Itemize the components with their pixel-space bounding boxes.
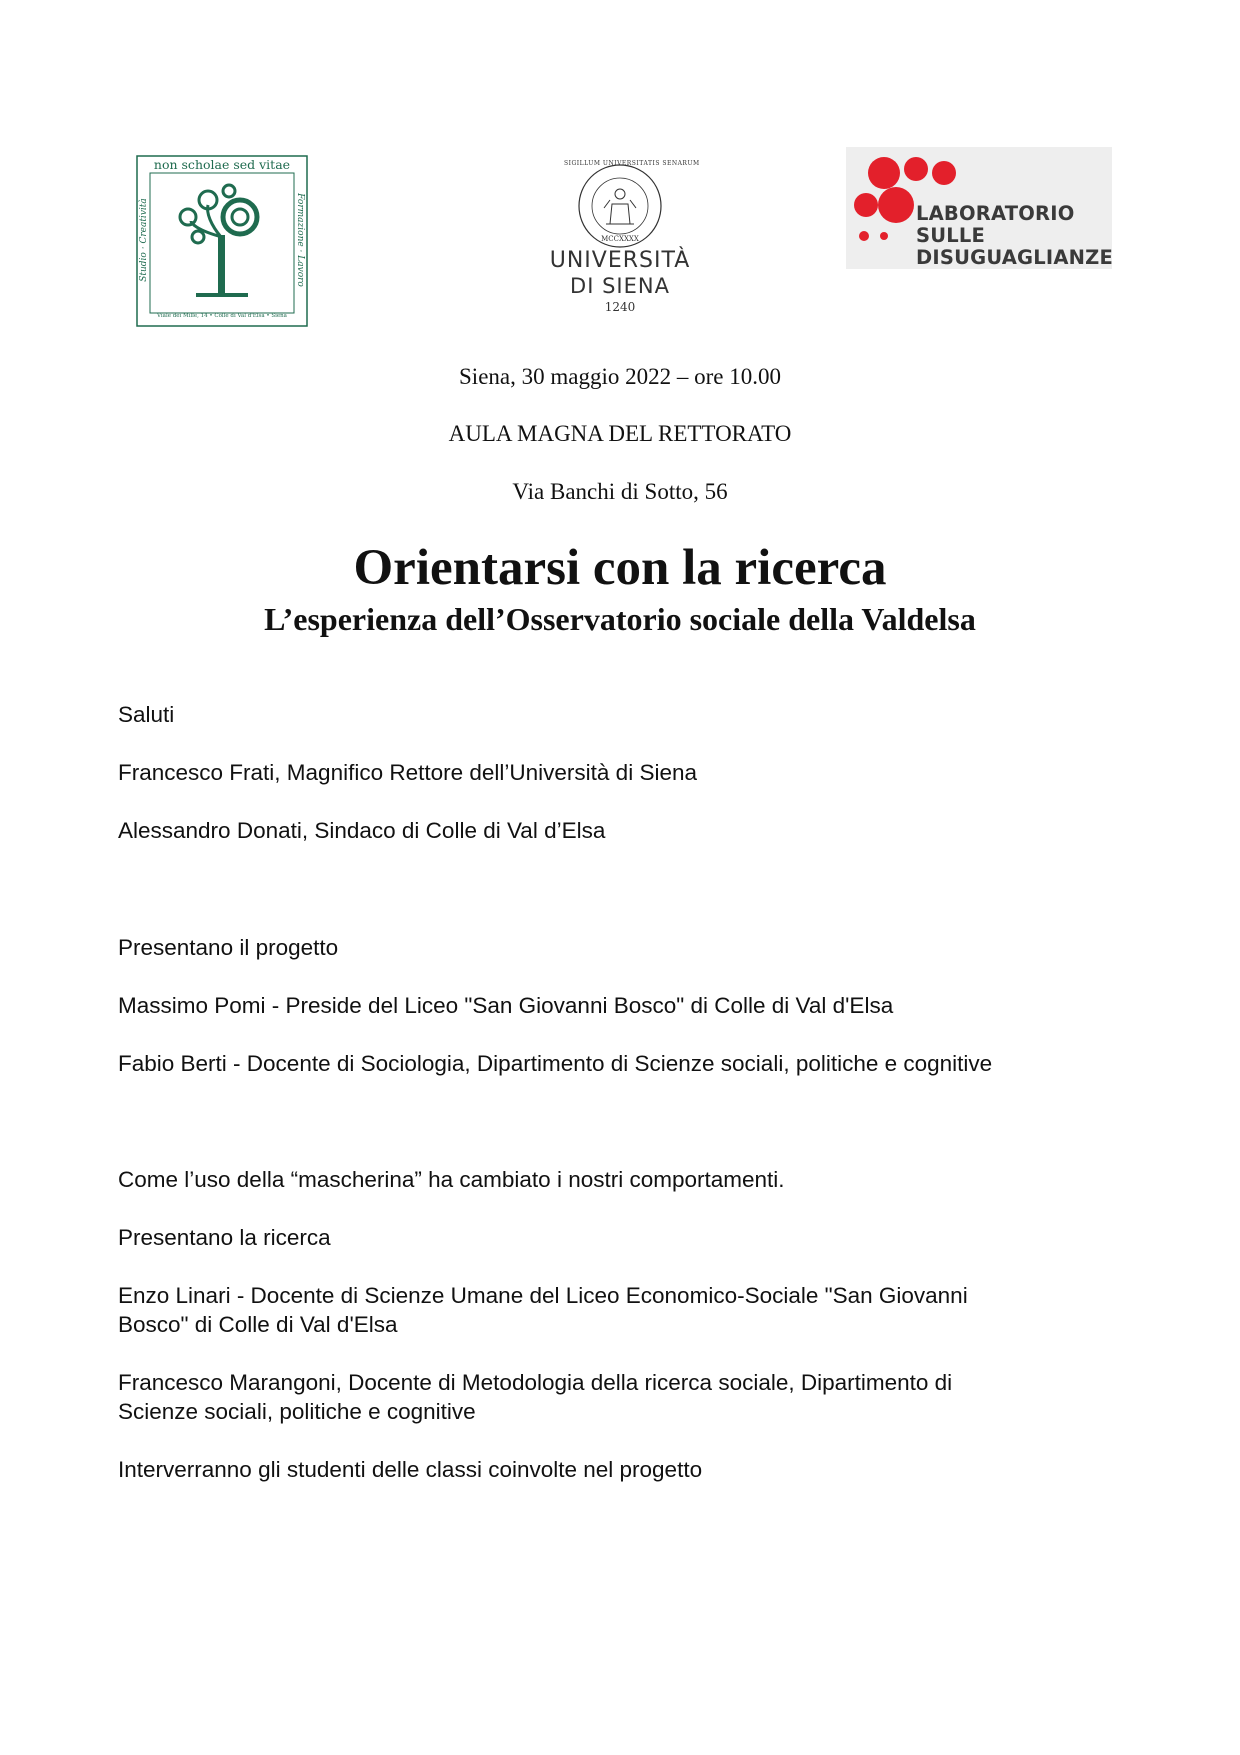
- event-address: Via Banchi di Sotto, 56: [512, 479, 728, 504]
- school-logo: [136, 155, 308, 327]
- school-right-text: Formazione · Lavoro: [295, 193, 305, 287]
- ricerca-item-line: Enzo Linari - Docente di Scienze Umane del Liceo Economico-Sociale "San Giovanni: [118, 1283, 968, 1308]
- ricerca-item-line: Scienze sociali, politiche e cognitive: [118, 1399, 476, 1424]
- progetto-item: Massimo Pomi - Preside del Liceo "San Giovanni Bosco" di Colle di Val d'Elsa: [118, 993, 894, 1018]
- laboratorio-logo: [846, 147, 1112, 269]
- saluti-item: Francesco Frati, Magnifico Rettore dell’Università di Siena: [118, 760, 697, 785]
- seal-ring-text: SIGILLUM UNIVERSITATIS SENARUM: [564, 160, 700, 167]
- ricerca-item: [118, 1281, 1118, 1339]
- university-logo: [540, 160, 700, 320]
- university-city: DI SIENA: [570, 274, 670, 298]
- lab-line-1: LABORATORIO: [916, 202, 1075, 225]
- school-left-text: Studio · Creatività: [139, 198, 149, 282]
- university-name: UNIVERSITÀ: [549, 248, 691, 273]
- research-topic: Come l’uso della “mascherina” ha cambiato i nostri comportamenti.: [118, 1167, 785, 1192]
- lab-line-3: DISUGUAGLIANZE: [916, 246, 1114, 269]
- closing-note: Interverranno gli studenti delle classi coinvolte nel progetto: [118, 1457, 703, 1482]
- progetto-item: Fabio Berti - Docente di Sociologia, Dipartimento di Scienze sociali, politiche e cognitive: [118, 1051, 993, 1076]
- saluti-heading: Saluti: [118, 702, 175, 727]
- saluti-item: Alessandro Donati, Sindaco di Colle di Val d’Elsa: [118, 818, 606, 843]
- event-date-time: Siena, 30 maggio 2022 – ore 10.00: [459, 364, 781, 389]
- document-title: Orientarsi con la ricerca: [353, 540, 887, 596]
- seal-numeral: MCCXXXX: [601, 235, 639, 243]
- university-year: 1240: [604, 300, 636, 314]
- ricerca-heading: Presentano la ricerca: [118, 1225, 331, 1250]
- progetto-heading: Presentano il progetto: [118, 935, 339, 960]
- ricerca-item-line: Bosco" di Colle di Val d'Elsa: [118, 1312, 398, 1337]
- event-venue: AULA MAGNA DEL RETTORATO: [448, 421, 792, 446]
- tree-emblem-icon: [136, 155, 308, 327]
- school-motto: non scholae sed vitae: [153, 157, 291, 172]
- document-subtitle: L’esperienza dell’Osservatorio sociale della Valdelsa: [264, 601, 976, 637]
- ricerca-item-line: Francesco Marangoni, Docente di Metodologia della ricerca sociale, Dipartimento di: [118, 1370, 953, 1395]
- lab-line-2: SULLE: [916, 224, 986, 247]
- school-footer: Viale dei Mille, 14 • Colle di Val d'Elsa • Siena: [157, 313, 287, 319]
- ricerca-item: [118, 1368, 1118, 1426]
- laboratorio-wordmark: [916, 203, 1113, 269]
